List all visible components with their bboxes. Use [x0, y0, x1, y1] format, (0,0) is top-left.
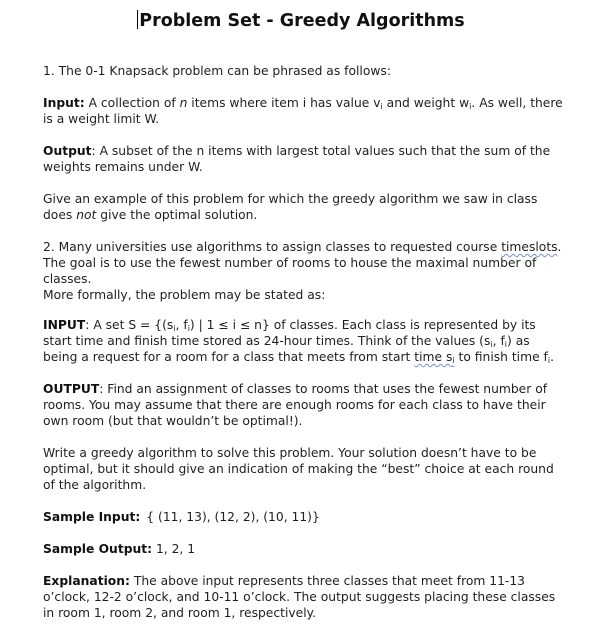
sample-output-label: Sample Output: [43, 542, 153, 556]
document-title: Problem Set - Greedy Algorithms [139, 11, 465, 31]
q2-intro: 2. Many universities use algorithms to assign classes to requested course timeslots. The goal is to use the fewest number of rooms to house the maximal number of classes. [43, 240, 562, 286]
q1-input-paragraph: Input: A collection of n items where item i has value $v_i$ and weight $w_i$. As well, there is a weight limit W. [43, 96, 563, 126]
spellcheck-word-timeslots: timeslots [501, 240, 558, 254]
sample-output: Sample Output: 1, 2, 1 [43, 542, 196, 556]
q1-output-paragraph: Output: A subset of the n items with largest total values such that the sum of the weights remains under W. [43, 144, 551, 174]
q1-intro: 1. The 0-1 Knapsack problem can be phrased as follows: [43, 64, 391, 78]
explanation: Explanation: The above input represents three classes that meet from 11-13 o’clock, 12-2 o’clock, and 10-11 o’clock. The output suggests placing these classes in room 1, room 2, and room 1, respectively. [43, 574, 556, 620]
q2-task: Write a greedy algorithm to solve this problem. Your solution doesn’t have to be optimal, but it should give an indication of making the “best” choice at each round of the algorithm. [43, 446, 554, 492]
q2-output-paragraph: OUTPUT: Find an assignment of classes to rooms that uses the fewest number of rooms. You may assume that there are enough rooms for each class to have their own room (but that wouldn’t be optimal!). [43, 382, 548, 428]
q1-question: Give an example of this problem for which the greedy algorithm we saw in class does not give the optimal solution. [43, 192, 538, 222]
sample-input-label: Sample Input: [43, 510, 141, 524]
q2-input-paragraph: INPUT: A set $S = \{(s_i$, $f_i$) | 1 ≤ i ≤ n} of classes. Each class is represented by its start time and finish time stored as 24-hour times. Think of the values ($s_i$, $f_i$) as being a request for a room for a class that meets from start time $s_i$ to finish time $f_i$. [43, 318, 555, 365]
q1-input-label: Input: [43, 96, 85, 110]
q2-output-label: OUTPUT [43, 382, 100, 396]
sample-input: Sample Input: { (11, 13), (12, 2), (10, 11)} [43, 510, 320, 524]
q2-formal: More formally, the problem may be stated as: [43, 288, 326, 302]
spellcheck-word-time-s: time $s_i$ [414, 350, 455, 365]
q1-output-label: Output [43, 144, 92, 158]
q2-input-label: INPUT [43, 318, 86, 332]
explanation-label: Explanation: [43, 574, 130, 588]
